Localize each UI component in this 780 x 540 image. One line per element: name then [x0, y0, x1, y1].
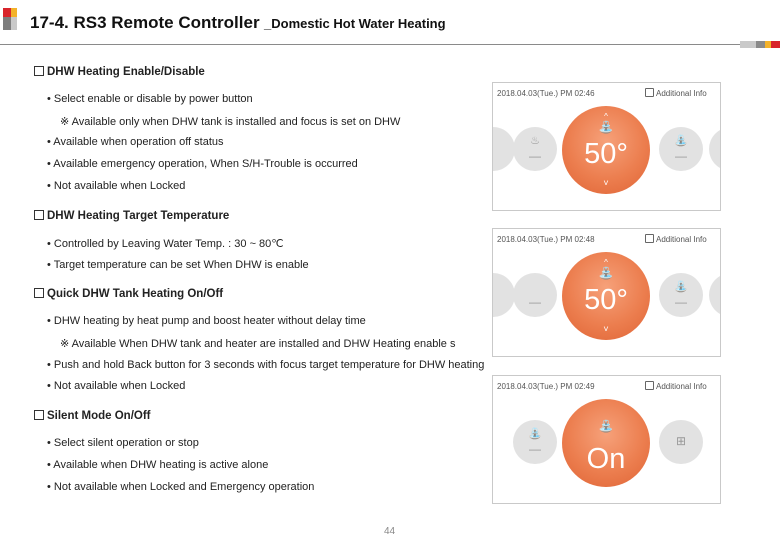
chevron-down-icon[interactable]: ˅: [603, 324, 609, 334]
tap-icon: ⛲: [674, 281, 688, 293]
section-heading-quick-dhw: [34, 288, 223, 300]
controller-screen-3: [492, 375, 721, 504]
additional-info-label: Additional Info: [656, 89, 707, 98]
water-tap-icon: ⛲: [598, 419, 614, 433]
bullet-line: • Select enable or disable by power button: [47, 93, 253, 105]
info-icon: [645, 234, 654, 243]
section-heading-text: Silent Mode On/Off: [47, 410, 151, 422]
section-heading-text: DHW Heating Target Temperature: [47, 210, 230, 222]
mode-button-heating[interactable]: [513, 127, 557, 171]
page-number: 44: [384, 526, 396, 537]
header-accent-gray-light: [740, 41, 756, 48]
additional-info-button[interactable]: [645, 381, 707, 391]
additional-info-label: Additional Info: [656, 382, 707, 391]
tap-icon: ⛲: [674, 135, 688, 147]
bullet-line: • Available when DHW heating is active alone: [47, 459, 269, 471]
dhw-temp-value: 50°: [584, 284, 628, 316]
mode-button-quick-dhw[interactable]: [659, 127, 703, 171]
screen-datetime: 2018.04.03(Tue.) PM 02:48: [497, 235, 595, 244]
off-dash-icon: —: [675, 149, 687, 163]
quick-dhw-dial[interactable]: [562, 399, 650, 487]
mode-button-dhw[interactable]: [513, 420, 557, 464]
info-icon: [645, 88, 654, 97]
off-dash-icon: —: [529, 295, 541, 309]
grid-icon: ⊞: [675, 434, 687, 448]
bullet-line: • Push and hold Back button for 3 seconds with focus target temperature for DHW heating: [47, 359, 485, 371]
chevron-up-icon[interactable]: ^: [604, 112, 608, 121]
bullet-line: • Select silent operation or stop: [47, 437, 199, 449]
note-line: ※ Available When DHW tank and heater are installed and DHW Heating enable s: [60, 338, 456, 350]
bullet-line: • Target temperature can be set When DHW is enable: [47, 259, 309, 271]
additional-info-button[interactable]: [645, 234, 707, 244]
chevron-up-icon[interactable]: ^: [604, 258, 608, 267]
section-heading-dhw-enable: [34, 66, 205, 78]
bullet-line: • Not available when Locked: [47, 380, 186, 392]
title-subtitle: _Domestic Hot Water Heating: [264, 16, 446, 31]
page-title: [30, 13, 446, 33]
additional-info-button[interactable]: [645, 88, 707, 98]
tap-icon: ⛲: [528, 428, 542, 440]
bullet-line: • Available emergency operation, When S/H-Trouble is occurred: [47, 158, 358, 170]
chevron-down-icon[interactable]: ˅: [603, 178, 609, 188]
header-rule: [0, 44, 740, 45]
water-tap-icon: ⛲: [598, 120, 614, 134]
off-dash-icon: —: [529, 149, 541, 163]
quick-dhw-state: On: [586, 443, 626, 475]
mode-button-right-edge[interactable]: [709, 273, 721, 317]
dhw-temp-dial[interactable]: [562, 106, 650, 194]
checkbox-bullet-icon: [34, 288, 44, 298]
bullet-line: • Not available when Locked and Emergency operation: [47, 481, 315, 493]
section-heading-target-temp: [34, 210, 229, 222]
off-dash-icon: —: [675, 295, 687, 309]
title-main: 17-4. RS3 Remote Controller: [30, 13, 260, 32]
mode-button-heating[interactable]: [513, 273, 557, 317]
bullet-line: • Controlled by Leaving Water Temp. : 30 ~ 80℃: [47, 238, 284, 250]
water-tap-icon: ⛲: [598, 266, 614, 280]
bullet-line: • Available when operation off status: [47, 136, 224, 148]
mode-button-right-edge[interactable]: [709, 127, 721, 171]
dhw-temp-dial[interactable]: [562, 252, 650, 340]
header-accent-gray-dark: [756, 41, 765, 48]
bullet-line: • Not available when Locked: [47, 180, 186, 192]
bullet-line: • DHW heating by heat pump and boost heater without delay time: [47, 315, 366, 327]
dhw-temp-value: 50°: [584, 138, 628, 170]
mode-button-quick-dhw[interactable]: [659, 273, 703, 317]
section-heading-text: Quick DHW Tank Heating On/Off: [47, 288, 224, 300]
header-accent-red: [771, 41, 780, 48]
mode-button-left-edge[interactable]: [492, 273, 515, 317]
checkbox-bullet-icon: [34, 66, 44, 76]
off-dash-icon: —: [529, 442, 541, 456]
brand-logo: [3, 8, 17, 30]
section-heading-silent-mode: [34, 410, 151, 422]
note-line: ※ Available only when DHW tank is installed and focus is set on DHW: [60, 116, 401, 128]
additional-info-label: Additional Info: [656, 235, 707, 244]
controller-screen-2: [492, 228, 721, 357]
mode-button-menu[interactable]: [659, 420, 703, 464]
checkbox-bullet-icon: [34, 210, 44, 220]
screen-datetime: 2018.04.03(Tue.) PM 02:46: [497, 89, 595, 98]
heating-icon: ♨: [530, 135, 540, 147]
checkbox-bullet-icon: [34, 410, 44, 420]
screen-datetime: 2018.04.03(Tue.) PM 02:49: [497, 382, 595, 391]
section-heading-text: DHW Heating Enable/Disable: [47, 66, 205, 78]
info-icon: [645, 381, 654, 390]
mode-button-left-edge[interactable]: [492, 127, 515, 171]
controller-screen-1: [492, 82, 721, 211]
